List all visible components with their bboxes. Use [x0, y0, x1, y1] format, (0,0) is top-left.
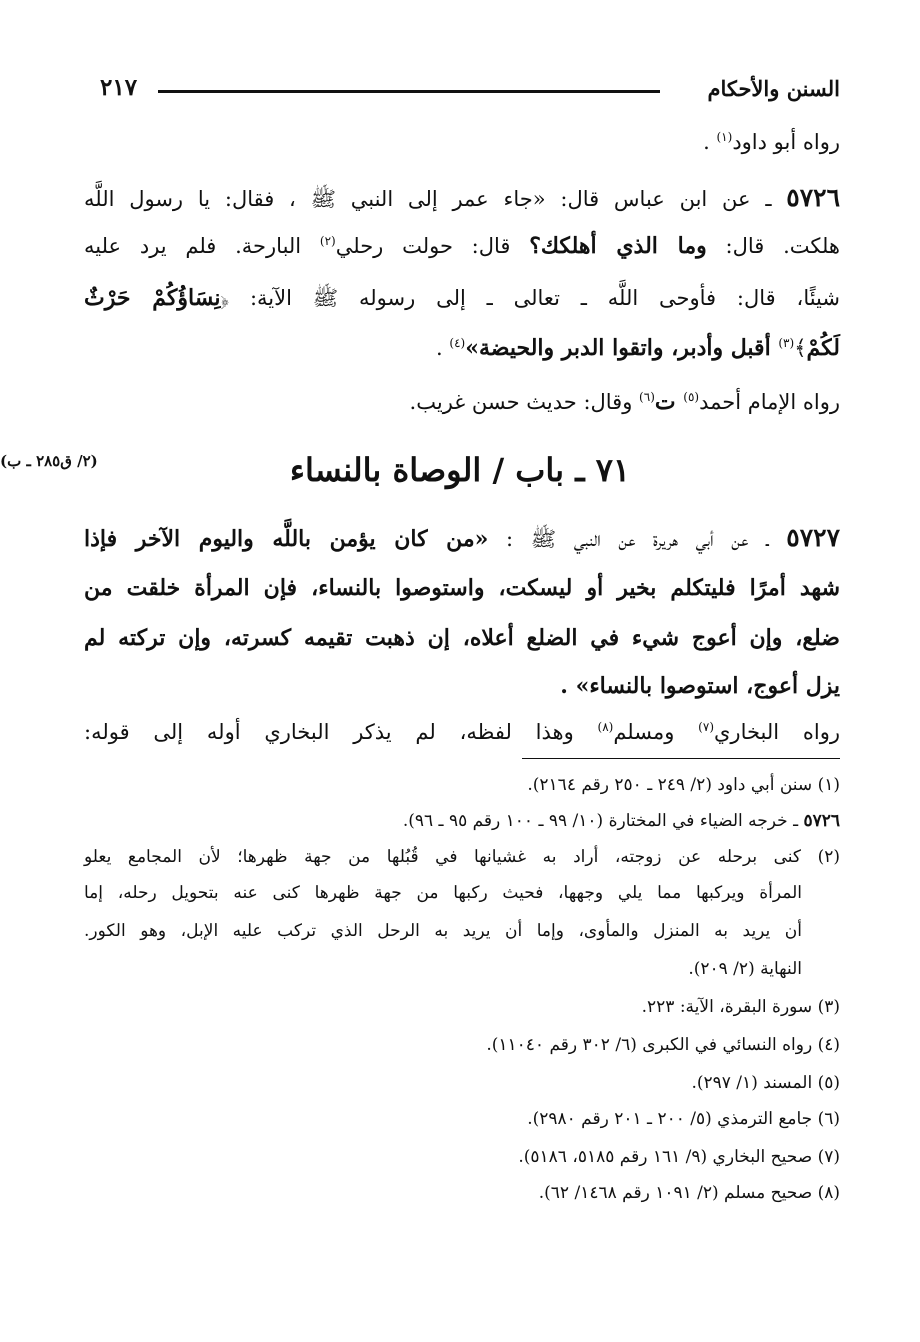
- running-header: [100, 72, 840, 108]
- footnote-ref: (٣): [778, 336, 795, 350]
- footnote-3: (٣) سورة البقرة، الآية: ٢٢٣.: [641, 997, 840, 1017]
- narration-line: رواه الإمام أحمد$^{(٥)}$ ت$^{(٦)}$ وقال: حديث حسن غريب.: [409, 389, 840, 415]
- hadith-number: ٥٧٢٦: [786, 183, 840, 212]
- hadith-number: ٥٧٢٧: [786, 523, 840, 552]
- footnote-5726: ٥٧٢٦ ـ خرجه الضياء في المختارة (١٠/ ٩٩ ـ ١٠٠ رقم ٩٥ ـ ٩٦).: [402, 811, 840, 831]
- footnote-ref: (٥): [683, 390, 700, 404]
- footnote-ref: (٤): [449, 336, 466, 350]
- hadith-5726-line-3: شيئًا، قال: فأوحى اللَّه ـ تعالى ـ إلى رسوله ﷺ الآية: ﴿نِسَاؤُكُمْ حَرْثٌ: [84, 285, 840, 311]
- footnote-2-line-1: (٢) كنى برحله عن زوجته، أراد به غشيانها في قُبُلها من جهة ظهرها؛ لأن المجامع يعلو: [84, 847, 840, 867]
- footnote-6: (٦) جامع الترمذي (٥/ ٢٠٠ ـ ٢٠١ رقم ٢٩٨٠).: [527, 1109, 840, 1129]
- quran-verse: لَكُمْ: [806, 335, 840, 361]
- footnote-7: (٧) صحيح البخاري (٩/ ١٦١ رقم ٥١٨٥، ٥١٨٦).: [518, 1147, 840, 1167]
- page-number: ٢١٧: [100, 74, 138, 101]
- footnote-4: (٤) رواه النسائي في الكبرى (٦/ ٣٠٢ رقم ١١٠٤٠).: [486, 1035, 840, 1055]
- narration-line: رواه أبو داود$^{(١)}$ .: [703, 130, 840, 154]
- footnote-2-line-2: المرأة ويركبها مما يلي وجهها، فحيث ركبها من جهة ظهرها كنى عنه بتحويل رحله، إما: [84, 883, 802, 903]
- hadith-5727-line-3: ضلع، وإن أعوج شيء في الضلع أعلاه، إن ذهبت تقيمه كسرته، وإن تركته لم: [84, 625, 840, 651]
- narration-line: رواه البخاري$^{(٧)}$ ومسلم$^{(٨)}$ وهذا لفظه، لم يذكر البخاري أوله إلى قوله:: [84, 720, 840, 744]
- hadith-5726-line-1: ٥٧٢٦ ـ عن ابن عباس قال: «جاء عمر إلى النبي ﷺ ، فقال: يا رسول اللَّه: [84, 183, 840, 212]
- footnote-ref: (٦): [639, 390, 655, 404]
- quran-verse: نِسَاؤُكُمْ حَرْثٌ: [84, 285, 221, 311]
- footnote-ref: (١): [716, 130, 733, 144]
- footnote-ref: (٧): [698, 720, 714, 734]
- hadith-5727-line-2: شهد أمرًا فليتكلم بخير أو ليسكت، واستوصوا بالنساء، فإن المرأة خلقت من: [84, 575, 841, 601]
- footnote-divider: [522, 758, 840, 759]
- book-title: السنن والأحكام: [707, 76, 840, 101]
- footnote-2-line-3: أن يريد به المنزل والمأوى، وإما أن يريد به الرحل الذي تركب عليه الإبل، وهو الكور.: [84, 921, 802, 941]
- footnote-1: (١) سنن أبي داود (٢/ ٢٤٩ ـ ٢٥٠ رقم ٢١٦٤).: [527, 775, 840, 795]
- hadith-5727-line-4: يزل أعوج، استوصوا بالنساء» .: [560, 673, 840, 699]
- chapter-heading: ٧١ ـ باب / الوصاة بالنساء: [289, 451, 631, 489]
- footnote-2-line-4: النهاية (٢/ ٢٠٩).: [688, 959, 802, 979]
- header-rule: [158, 90, 660, 93]
- footnote-8: (٨) صحيح مسلم (٢/ ١٠٩١ رقم ١٤٦٨/ ٦٢).: [538, 1183, 840, 1203]
- hadith-5727-line-1: ٥٧٢٧ ـ عن أبي هريرة عن النبي ﷺ : «من كان يؤمن باللَّه واليوم الآخر فإذا: [84, 523, 840, 552]
- footnote-ref: (٢): [319, 234, 336, 248]
- manuscript-margin-ref: (٢/ ق٢٨٥ ـ ب): [0, 452, 98, 470]
- hadith-5726-line-2: هلكت. قال: وما الذي أهلكك؟ قال: حولت رحلي$^{(٢)}$ البارحة. فلم يرد عليه: [84, 233, 840, 259]
- hadith-5726-line-4: لَكُمْ﴾$^{(٣)}$ أقبل وأدبر، واتقوا الدبر والحيضة»$^{(٤)}$ .: [436, 335, 840, 361]
- footnote-ref: (٨): [597, 720, 614, 734]
- footnote-5: (٥) المسند (١/ ٢٩٧).: [691, 1073, 840, 1093]
